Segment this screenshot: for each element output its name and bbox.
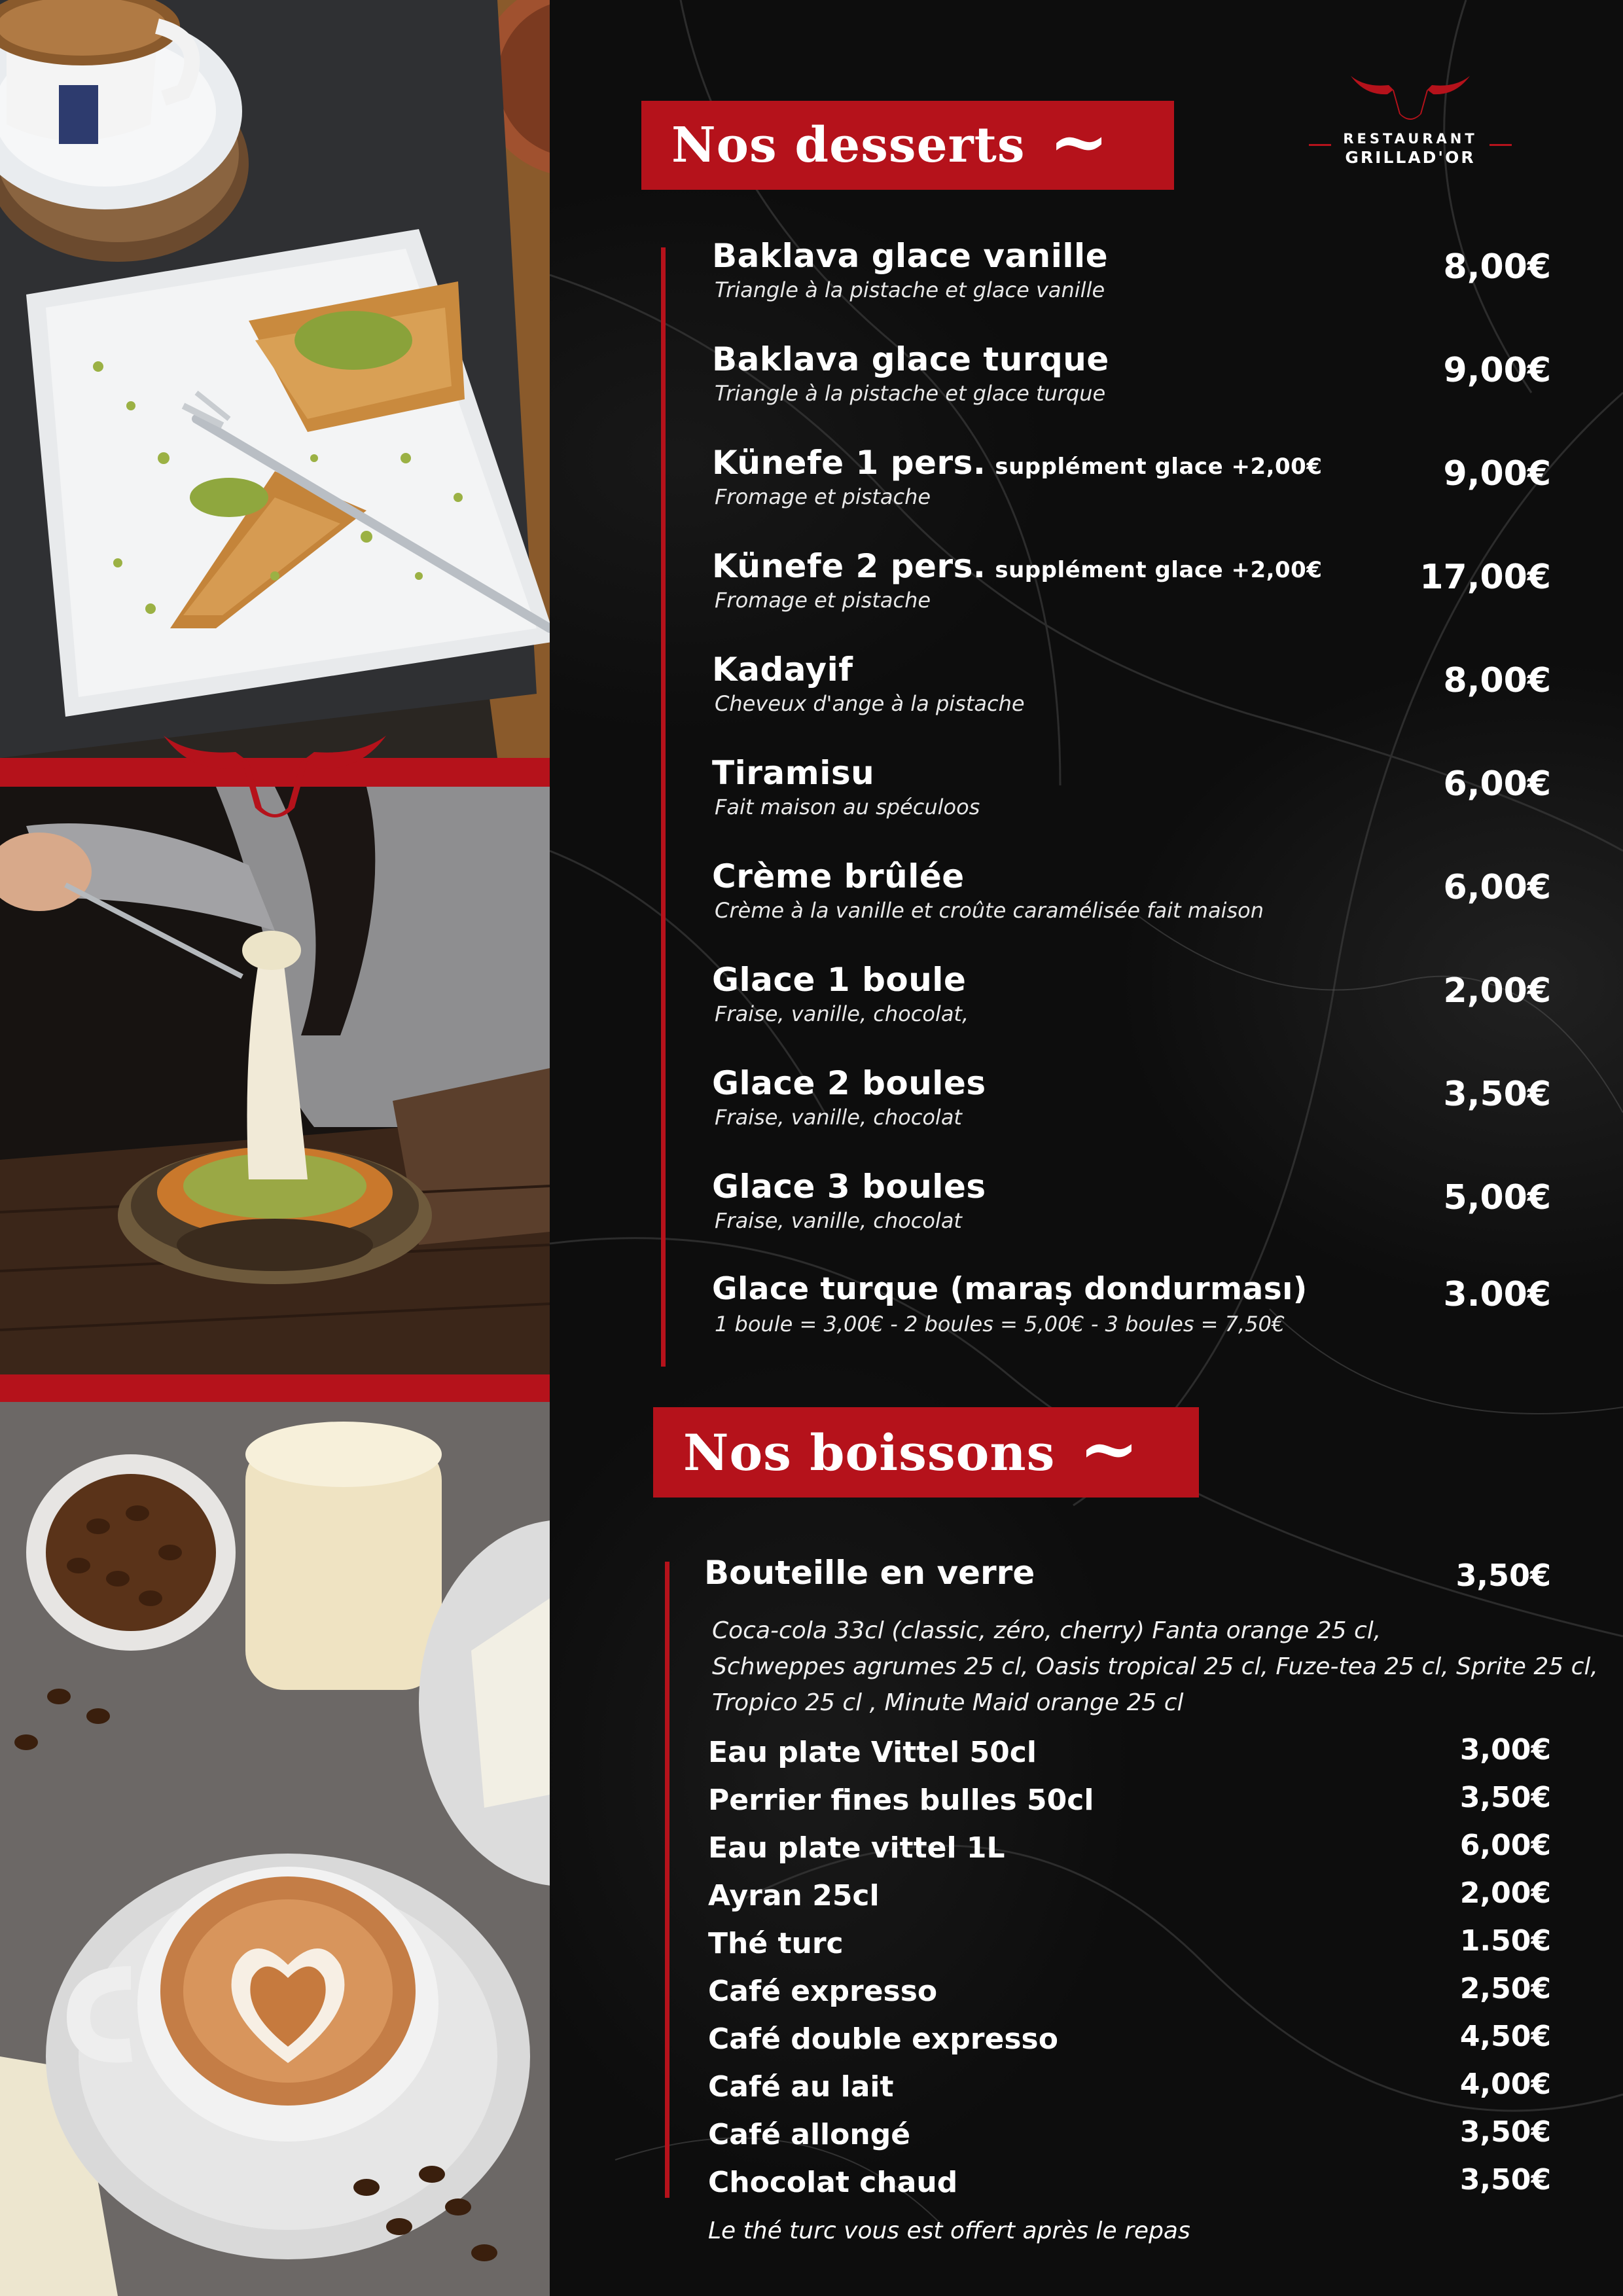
dessert-item [712,1064,1556,1156]
desserts-title: Nos desserts [671,117,1026,173]
drink-name: Café au lait [708,2070,894,2104]
drink-name: Chocolat chaud [708,2166,958,2199]
dessert-item [712,961,1556,1052]
bottle-description-line: Tropico 25 cl , Minute Maid orange 25 cl [712,1689,1184,1716]
dessert-item [712,340,1556,432]
drink-price: 3,50€ [1455,1558,1551,1593]
dessert-item [712,237,1556,329]
drink-price: 2,00€ [1459,1876,1551,1910]
drink-name: Thé turc [708,1927,844,1960]
red-divider-band [0,1374,550,1402]
dessert-name: Baklava glace vanille [712,237,1109,275]
dessert-price: 6,00€ [1443,764,1551,804]
dessert-price: 5,00€ [1443,1178,1551,1217]
dessert-price: 3.00€ [1443,1275,1551,1314]
dessert-item [712,547,1556,639]
dessert-price: 9,00€ [1443,454,1551,493]
section-rule [661,247,666,1367]
dessert-price: 6,00€ [1443,868,1551,907]
drink-price: 2,50€ [1459,1972,1551,2005]
baklava-photo [0,0,550,758]
logo-dash [1489,144,1512,146]
drink-item [708,2070,1551,2111]
dessert-item [712,857,1556,949]
boissons-heading [653,1407,1199,1498]
bottle-description-line: Coca-cola 33cl (classic, zéro, cherry) Fanta orange 25 cl, [712,1617,1382,1644]
coffee-photo [0,1402,550,2296]
dessert-name: Tiramisu [712,754,875,792]
dessert-price: 3,50€ [1443,1075,1551,1114]
dessert-description: 1 boule = 3,00€ - 2 boules = 5,00€ - 3 boules = 7,50€ [715,1312,1285,1336]
coffee-illustration [0,1402,550,2296]
dessert-description: Cheveux d'ange à la pistache [715,691,1025,716]
bottle-description-line: Schweppes agrumes 25 cl, Oasis tropical 25 cl, Fuze-tea 25 cl, Sprite 25 cl, [712,1653,1598,1680]
drink-price: 4,50€ [1459,2020,1551,2053]
drink-price: 3,50€ [1459,2163,1551,2197]
dessert-name: Künefe 1 pers. supplément glace +2,00€ [712,444,1323,482]
dessert-price: 8,00€ [1443,247,1551,287]
dessert-description: Fait maison au spéculoos [715,795,980,819]
bull-head-icon [164,723,386,821]
drink-item [708,1876,1551,1920]
tilde-ornament: ~ [1048,99,1110,183]
dessert-description: Triangle à la pistache et glace vanille [715,278,1105,302]
dessert-description: Fraise, vanille, chocolat, [715,1001,969,1026]
logo-line-name: GRILLAD'OR [1345,148,1476,167]
drink-price: 1.50€ [1459,1924,1551,1958]
dessert-name: Künefe 2 pers. supplément glace +2,00€ [712,547,1323,585]
drink-item [708,1972,1551,2015]
drink-price: 3,50€ [1459,2115,1551,2149]
drink-name: Café double expresso [708,2022,1058,2056]
drink-name: Eau plate vittel 1L [708,1831,1005,1865]
dessert-name: Glace 2 boules [712,1064,986,1102]
section-rule [665,1562,669,2198]
desserts-heading [641,101,1174,190]
drink-name: Café expresso [708,1975,938,2008]
drink-name: Café allongé [708,2118,911,2151]
dessert-item [712,444,1556,535]
dessert-description: Crème à la vanille et croûte caramélisée fait maison [715,898,1264,923]
dessert-item [712,754,1556,846]
dessert-supplement: supplément glace +2,00€ [995,557,1323,583]
kunefe-illustration [0,787,550,1374]
dessert-item [712,1168,1556,1259]
drink-item [708,1831,1551,1872]
logo-line-restaurant: RESTAURANT [1343,131,1478,147]
drink-item [708,1924,1551,1967]
dessert-name: Glace turque (maraş dondurması) [712,1271,1308,1307]
footer-note: Le thé turc vous est offert après le repas [708,2217,1190,2244]
drink-price: 4,00€ [1459,2068,1551,2101]
dessert-name: Glace 3 boules [712,1168,986,1206]
drink-name: Eau plate Vittel 50cl [708,1736,1037,1769]
drink-item [708,1781,1551,1824]
dessert-price: 8,00€ [1443,661,1551,700]
drink-item [708,2115,1551,2159]
bull-head-icon [1351,71,1470,120]
dessert-description: Fraise, vanille, chocolat [715,1208,962,1233]
dessert-price: 17,00€ [1419,558,1551,597]
restaurant-logo [1302,71,1518,169]
dessert-price: 9,00€ [1443,351,1551,390]
drink-price: 3,50€ [1459,1781,1551,1814]
dessert-description: Triangle à la pistache et glace turque [715,381,1106,406]
dessert-supplement: supplément glace +2,00€ [995,454,1323,480]
dessert-name: Kadayif [712,651,853,689]
dessert-name: Baklava glace turque [712,340,1109,378]
boissons-title: Nos boissons [683,1423,1056,1482]
logo-dash [1309,144,1331,146]
dessert-description: Fromage et pistache [715,484,931,509]
drink-item [708,1733,1551,1776]
drink-name: Perrier fines bulles 50cl [708,1784,1094,1817]
drink-name: Ayran 25cl [708,1879,880,1912]
dessert-price: 2,00€ [1443,971,1551,1011]
dessert-name: Glace 1 boule [712,961,967,999]
drink-item [708,2022,1551,2063]
dessert-description: Fromage et pistache [715,588,931,613]
dessert-description: Fraise, vanille, chocolat [715,1105,962,1130]
baklava-illustration [0,0,550,758]
tilde-ornament: ~ [1079,1406,1140,1490]
dessert-name: Crème brûlée [712,857,965,895]
drink-name: Bouteille en verre [704,1554,1035,1592]
dessert-item [712,1271,1556,1363]
kunefe-photo [0,787,550,1374]
drink-item [708,2163,1551,2206]
bottle-description [712,1613,1598,1721]
dessert-item [712,651,1556,742]
drink-price: 6,00€ [1459,1829,1551,1862]
drink-price: 3,00€ [1459,1733,1551,1767]
